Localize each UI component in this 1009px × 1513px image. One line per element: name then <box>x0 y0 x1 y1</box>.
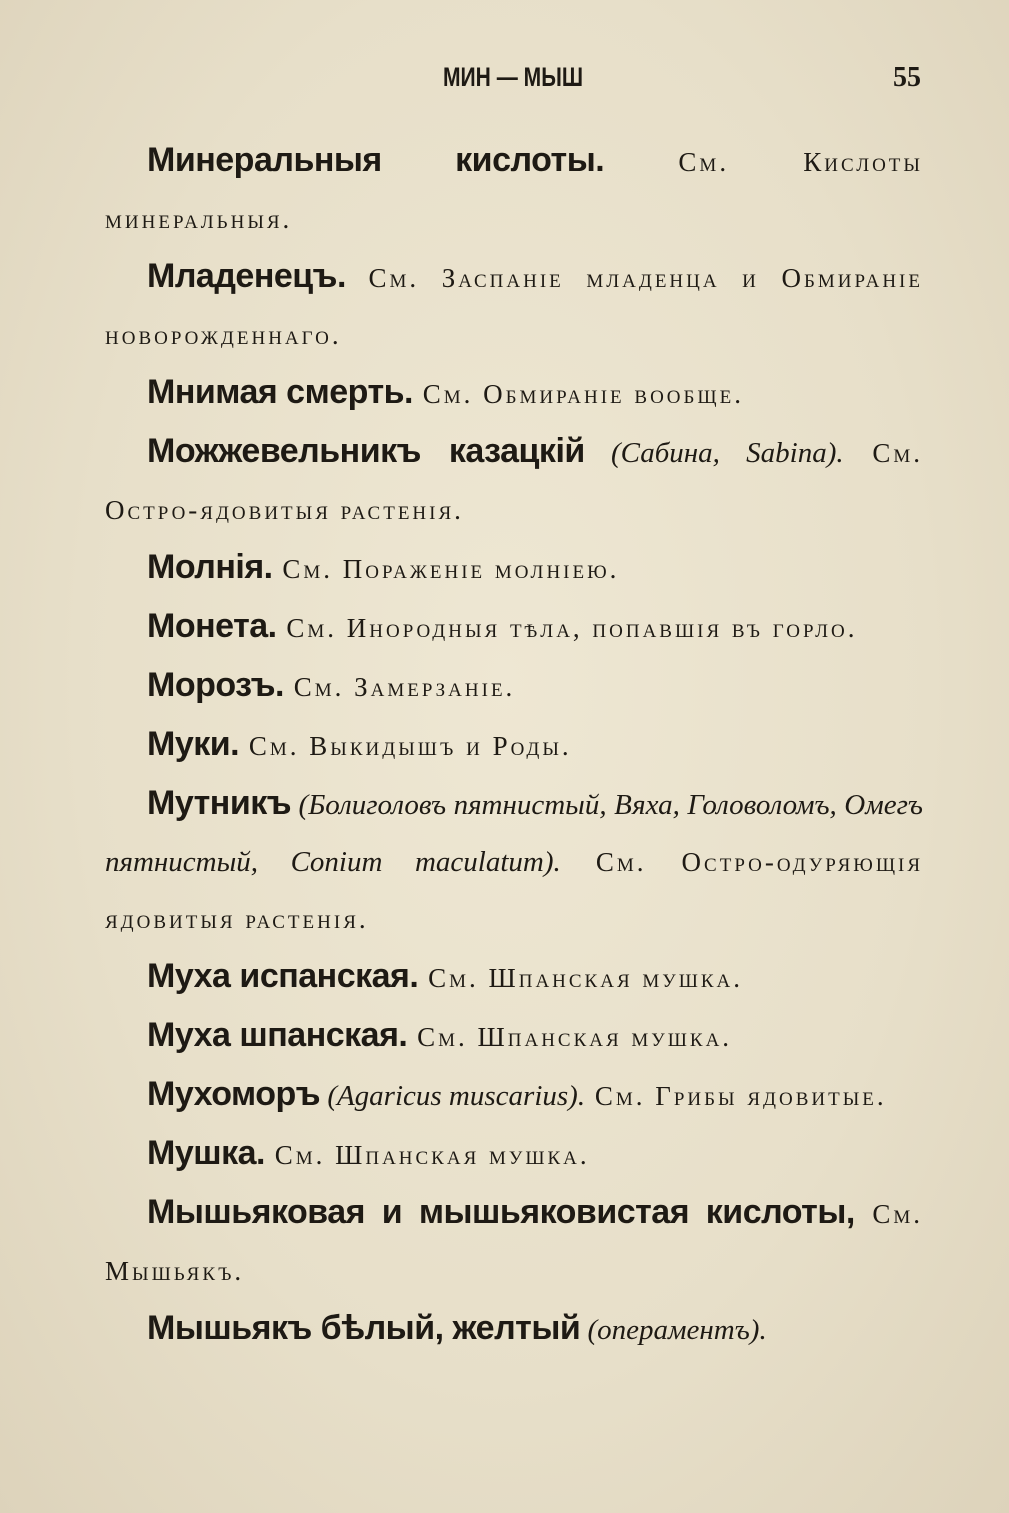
cross-reference: См. Шпанская мушка. <box>407 1022 733 1052</box>
entry-headword: Мухоморъ <box>147 1075 321 1113</box>
dictionary-entry <box>105 716 923 775</box>
cross-reference: См. Заспаніе младенца и Обмираніе новорожденнаго. <box>105 263 923 350</box>
cross-reference: См. Замерзаніе. <box>283 672 516 702</box>
entry-headword: Мышьяковая и мышьяковистая кислоты, <box>147 1193 855 1231</box>
synonyms: (операментъ). <box>580 1314 767 1346</box>
cross-reference: См. Остро-одуряющія ядовитыя растенія. <box>105 847 923 934</box>
entry-headword: Монета. <box>147 607 277 645</box>
entry-headword: Мушка. <box>147 1134 265 1172</box>
dictionary-entry <box>105 598 923 657</box>
dictionary-entry <box>105 1125 923 1184</box>
entry-headword: Младенецъ. <box>147 257 346 295</box>
dictionary-entry <box>105 539 923 598</box>
dictionary-entry <box>105 132 923 248</box>
entry-headword: Мутникъ <box>147 784 292 822</box>
dictionary-entry <box>105 1184 923 1300</box>
page-number: 55 <box>893 62 921 93</box>
entry-headword: Мышьякъ бѣлый, желтый <box>147 1309 581 1347</box>
dictionary-entry <box>105 1300 923 1359</box>
synonyms: (Agaricus muscarius). <box>320 1080 586 1112</box>
dictionary-entries <box>105 132 923 1359</box>
entry-headword: Минеральныя кислоты. <box>147 141 605 179</box>
entry-headword: Мнимая смерть. <box>147 373 413 411</box>
dictionary-entry <box>105 657 923 716</box>
dictionary-entry <box>105 775 923 948</box>
dictionary-entry <box>105 1007 923 1066</box>
dictionary-entry <box>105 423 923 539</box>
dictionary-entry <box>105 364 923 423</box>
entry-headword: Молнія. <box>147 548 273 586</box>
synonyms: (Сабина, Sabina). <box>584 437 844 469</box>
cross-reference: См. Грибы ядовитые. <box>585 1081 887 1111</box>
running-head: МИН — МЫШ <box>443 62 583 92</box>
entry-headword: Муха шпанская. <box>147 1016 408 1054</box>
cross-reference: См. Остро-ядовитыя растенія. <box>105 438 923 525</box>
dictionary-entry <box>105 948 923 1007</box>
entry-headword: Морозъ. <box>147 666 284 704</box>
synonyms: (Болиголовъ пятнистый, Вяха, Головоломъ, Омегъ пятнистый, Conium maculatum). <box>105 789 923 878</box>
cross-reference: См. Шпанская мушка. <box>264 1140 590 1170</box>
entry-headword: Муха испанская. <box>147 957 419 995</box>
entry-headword: Можжевельникъ казацкій <box>147 432 585 470</box>
cross-reference: См. Мышьякъ. <box>105 1199 923 1286</box>
cross-reference: См. Выкидышъ и Роды. <box>239 731 572 761</box>
cross-reference: См. Пораженіе молніею. <box>272 554 620 584</box>
dictionary-entry <box>105 248 923 364</box>
cross-reference: См. Шпанская мушка. <box>418 963 744 993</box>
entry-headword: Муки. <box>147 725 240 763</box>
dictionary-entry <box>105 1066 923 1125</box>
page-header <box>105 62 921 106</box>
cross-reference: См. Обмираніе вообще. <box>412 379 744 409</box>
cross-reference: См. Кислоты минеральныя. <box>105 147 923 234</box>
cross-reference: См. Инородныя тѣла, попавшія въ горло. <box>276 613 858 643</box>
